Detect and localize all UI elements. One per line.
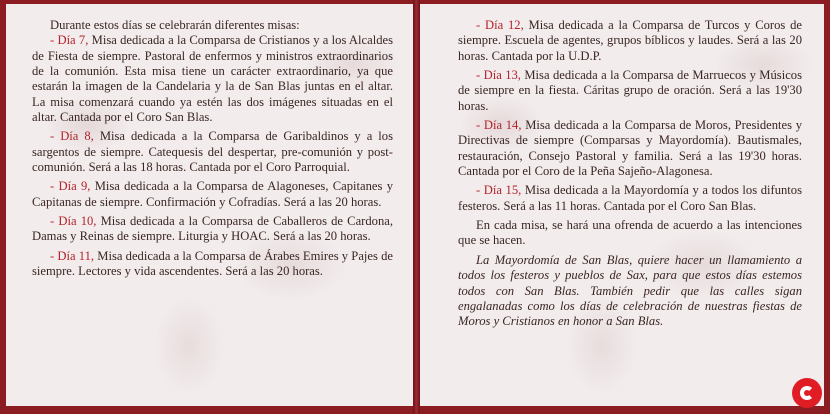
book-spine (413, 0, 420, 414)
entry-text: Misa dedicada a la Comparsa de Cristianos y a los Alcaldes de Fiesta de siempre. Pastoral de enfermos y ministros extraordinarios de la comunión. Esta misa tiene un carácter extraordinario, ya que estarán la imagen de la Candelaria y la de San Blas juntas en el altar. La misa comenzará cuando ya estén las dos imágenes situadas en el altar. Cantada por el Coro San Blas. (32, 33, 393, 125)
day-label: - Día 8, (50, 129, 94, 144)
entry-text: Misa dedicada a la Comparsa de Turcos y Coros de siempre. Escuela de agentes, grupos bíblicos y laudes. Será a las 20 horas. Cantada por la U.D.P. (458, 18, 802, 63)
day-label: - Día 12, (476, 18, 524, 32)
mass-entry (32, 249, 393, 280)
entry-text: Misa dedicada a la Comparsa de Caballeros de Cardona, Damas y Reinas de siempre. Liturgia y HOAC. Será a las 20 horas. (32, 214, 393, 244)
mass-entry (32, 33, 393, 125)
mass-entry (32, 214, 393, 245)
day-label: - Día 7, (50, 33, 89, 48)
mass-entry (458, 68, 802, 114)
entry-text: Misa dedicada a la Comparsa de Marruecos y Músicos de siempre en la fiesta. Cáritas grupo de oración. Será a las 19'30 horas. (458, 68, 802, 113)
left-page (6, 4, 413, 406)
mass-entry (32, 179, 393, 210)
logo-icon (792, 378, 822, 408)
day-label: - Día 9, (50, 179, 91, 194)
entry-text: Misa dedicada a la Comparsa de Moros, Presidentes y Directivas de siempre (Comparsas y Mayordomía). Bautismales, restauración, Consejo Pastoral y familia. Será a las 19'30 horas. Cantada por el Coro de la Peña Sajeño-Alagonesa. (458, 118, 803, 179)
mass-entry (458, 18, 802, 64)
day-label: - Día 15, (476, 183, 522, 198)
day-label: - Día 10, (50, 214, 97, 229)
mass-entry (32, 129, 393, 175)
entry-text: Misa dedicada a la Comparsa de Árabes Emires y Pajes de siempre. Lectores y vida ascendentes. Será a las 20 horas. (32, 248, 393, 279)
closing-text: La Mayordomía de San Blas, quiere hacer un llamamiento a todos los festeros y pueblos de Sax, para que estos días estemos todos con San Blas. También pedir que las calles sigan engalanadas como los días de celebración de nuestras fiestas de Moros y Cristianos en honor a San Blas. (458, 252, 802, 329)
entry-text: Misa dedicada a la Comparsa de Garibaldinos y a los sargentos de siempre. Catequesis del despertar, pre-comunión y post-comunión. Será a las 18 horas. Cantada por el Coro Parroquial. (32, 129, 394, 175)
mass-entry (458, 183, 802, 214)
ofrenda-text: En cada misa, se hará una ofrenda de acuerdo a las intenciones que se hacen. (458, 218, 802, 248)
mass-entry (458, 118, 802, 179)
day-label: - Día 11, (50, 248, 95, 263)
entry-text: Misa dedicada a la Mayordomía y a todos los difuntos festeros. Será a las 11 horas. Cantada por el Coro San Blas. (458, 183, 802, 213)
intro-text: Durante estos días se celebrarán diferentes misas: (50, 18, 300, 32)
day-label: - Día 14, (476, 118, 522, 133)
right-page (420, 4, 824, 406)
entry-text: Misa dedicada a la Comparsa de Alagoneses, Capitanes y Capitanas de siempre. Confirmación y Cofradías. Será a las 20 horas. (32, 179, 394, 209)
day-label: - Día 13, (476, 68, 521, 83)
